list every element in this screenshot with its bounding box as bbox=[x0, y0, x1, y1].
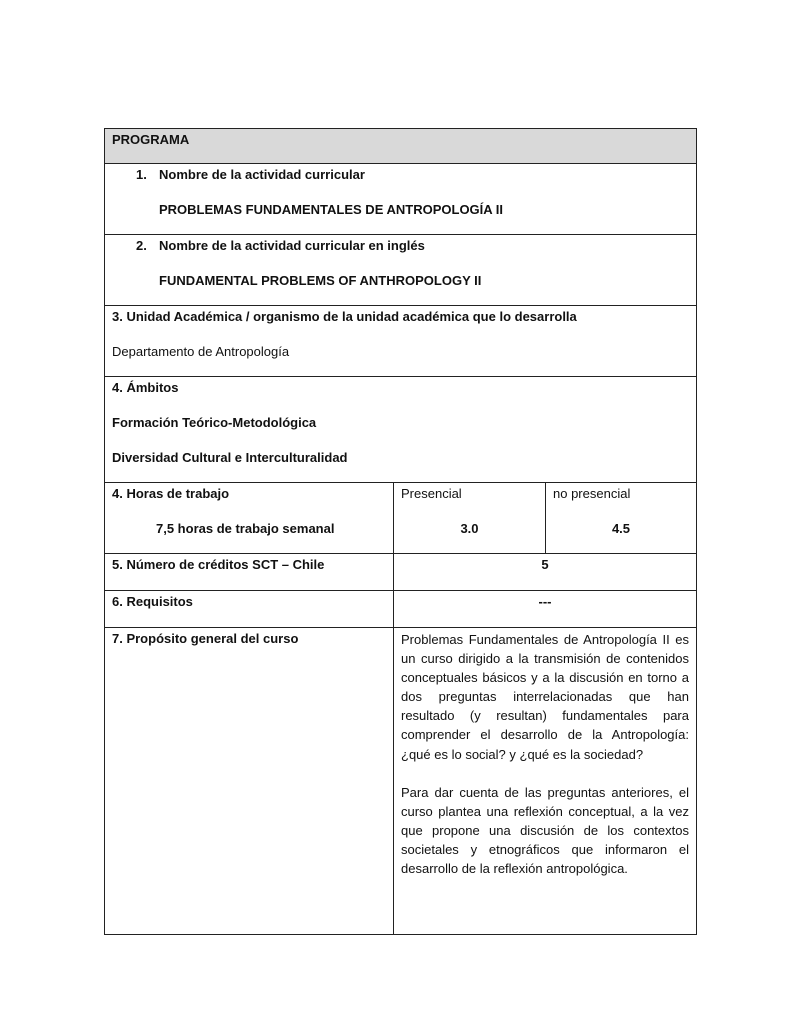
requisites-value-cell bbox=[393, 590, 697, 628]
header-row bbox=[104, 128, 697, 164]
course-name-english: FUNDAMENTAL PROBLEMS OF ANTHROPOLOGY II bbox=[159, 273, 482, 288]
no-presencial-label: no presencial bbox=[553, 486, 631, 501]
credits-value: 5 bbox=[541, 557, 549, 572]
requisites-value: --- bbox=[538, 594, 552, 609]
ambito-item: Diversidad Cultural e Interculturalidad bbox=[112, 450, 348, 465]
purpose-paragraph: Para dar cuenta de las preguntas anteriores, el curso plantea una reflexión conceptual, a la vez que propone una discusión de los contextos societales y etnográficos que informaron el desarrollo de la reflexión antropológica. bbox=[401, 784, 689, 877]
presencial-cell bbox=[393, 482, 546, 554]
section-academic-unit bbox=[104, 305, 697, 377]
section-number: 2. bbox=[136, 238, 147, 253]
credits-value-cell bbox=[393, 553, 697, 591]
weekly-hours: 7,5 horas de trabajo semanal bbox=[156, 521, 335, 536]
credits-label-cell bbox=[104, 553, 394, 591]
no-presencial-cell bbox=[545, 482, 697, 554]
header-title: PROGRAMA bbox=[112, 132, 190, 147]
section-label: 6. Requisitos bbox=[112, 594, 193, 609]
requisites-label-cell bbox=[104, 590, 394, 628]
no-presencial-hours: 4.5 bbox=[611, 521, 631, 536]
purpose-text-cell bbox=[393, 627, 697, 935]
academic-unit: Departamento de Antropología bbox=[112, 344, 290, 359]
section-course-name-english bbox=[104, 234, 697, 306]
purpose-paragraph: Problemas Fundamentales de Antropología II es un curso dirigido a la transmisión de contenidos conceptuales básicos y a la discusión en torno a dos preguntas interrelacionadas que han resultado (y resultan) fundamentales para comprender el desarrollo de la Antropología: ¿qué es lo social? y ¿qué es la sociedad? bbox=[401, 632, 689, 762]
purpose-label-cell bbox=[104, 627, 394, 935]
section-label: Nombre de la actividad curricular en inglés bbox=[159, 238, 425, 253]
section-label: Nombre de la actividad curricular bbox=[159, 167, 365, 182]
section-course-name bbox=[104, 163, 697, 235]
presencial-label: Presencial bbox=[401, 486, 462, 501]
ambito-item: Formación Teórico-Metodológica bbox=[112, 415, 317, 430]
section-ambitos bbox=[104, 376, 697, 483]
presencial-hours: 3.0 bbox=[460, 521, 479, 536]
course-name: PROBLEMAS FUNDAMENTALES DE ANTROPOLOGÍA II bbox=[159, 202, 504, 217]
section-number: 1. bbox=[136, 167, 147, 182]
section-label: 5. Número de créditos SCT – Chile bbox=[112, 557, 325, 572]
section-label: 4. Horas de trabajo bbox=[112, 486, 230, 501]
hours-label-cell bbox=[104, 482, 394, 554]
section-label: 4. Ámbitos bbox=[112, 380, 179, 395]
section-label: 7. Propósito general del curso bbox=[112, 631, 299, 646]
section-label: 3. Unidad Académica / organismo de la unidad académica que lo desarrolla bbox=[112, 309, 577, 324]
